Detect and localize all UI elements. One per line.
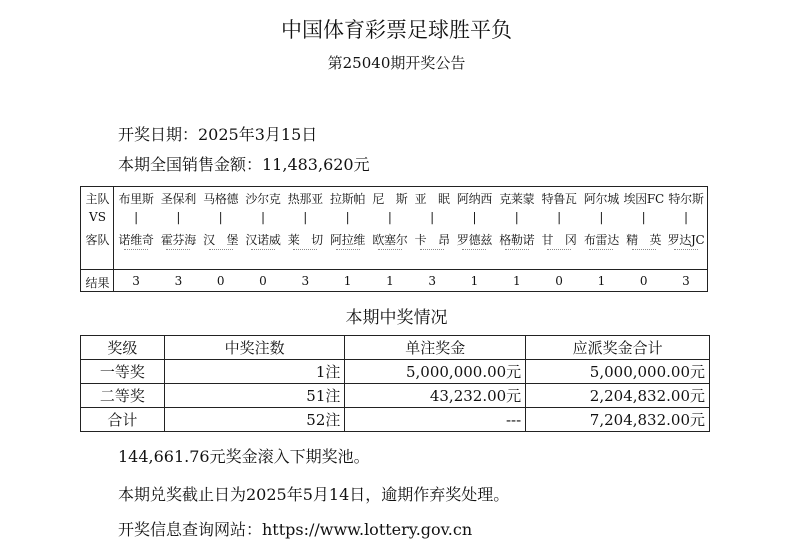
home-team-name: 阿纳西 <box>456 192 493 206</box>
dotted-separator <box>336 249 360 250</box>
table-row <box>81 360 710 384</box>
home-team-name: 埃因FC <box>623 192 664 206</box>
away-team-name: 格勒诺 <box>499 233 535 247</box>
match-column <box>327 187 369 291</box>
match-column <box>115 187 157 291</box>
column-header: 单注奖金 <box>345 336 526 360</box>
match-column <box>284 187 326 291</box>
home-team-name: 马格德 <box>203 192 239 206</box>
total-prize: 7,204,832.00元 <box>526 408 710 432</box>
dotted-separator <box>632 249 656 250</box>
vs-separator: | <box>387 210 392 224</box>
match-result: 3 <box>682 274 690 288</box>
dotted-separator <box>124 249 148 250</box>
rollover-note: 144,661.76元奖金滚入下期奖池。 <box>118 447 370 466</box>
match-column <box>369 187 411 291</box>
dotted-separator <box>589 249 613 250</box>
vs-separator: | <box>514 210 519 224</box>
result-label: 结果 <box>85 276 110 290</box>
match-result: 1 <box>597 274 606 288</box>
away-team-name: 罗达JC <box>667 233 705 247</box>
home-team-name: 亚 眠 <box>414 192 450 206</box>
home-team-name: 尼 斯 <box>372 192 408 206</box>
home-team-name: 拉斯帕 <box>330 192 366 206</box>
dotted-separator <box>462 249 486 250</box>
dotted-separator <box>674 249 698 250</box>
winner-count: 52注 <box>164 408 345 432</box>
column-header: 奖级 <box>81 336 165 360</box>
sales-amount: 本期全国销售金额：11,483,620元 <box>118 155 370 174</box>
table-row <box>81 408 710 432</box>
match-result: 3 <box>301 274 310 288</box>
match-column <box>411 187 453 291</box>
dotted-separator <box>505 249 529 250</box>
match-result: 1 <box>343 274 352 288</box>
vs-separator: | <box>557 210 562 224</box>
home-team-name: 特鲁瓦 <box>541 192 577 206</box>
announcement-title: 中国体育彩票足球胜平负 <box>281 18 512 42</box>
match-column <box>665 187 707 291</box>
vs-separator: | <box>430 210 435 224</box>
dotted-separator <box>293 249 317 250</box>
vs-separator: | <box>599 210 604 224</box>
dotted-separator <box>378 249 402 250</box>
home-team-label: 主队 <box>85 192 110 206</box>
match-label-column <box>81 187 114 291</box>
unit-prize: 43,232.00元 <box>345 384 526 408</box>
unit-prize: 5,000,000.00元 <box>345 360 526 384</box>
match-column <box>453 187 495 291</box>
match-result: 0 <box>259 274 267 288</box>
prize-heading: 本期中奖情况 <box>345 308 448 328</box>
table-row <box>81 384 710 408</box>
unit-prize: --- <box>345 408 526 432</box>
home-team-name: 热那亚 <box>287 192 323 206</box>
away-team-name: 布雷达 <box>583 233 619 247</box>
vs-separator: | <box>303 210 308 224</box>
match-result: 3 <box>174 274 183 288</box>
away-team-name: 汉诺威 <box>245 233 281 247</box>
vs-separator: | <box>683 210 688 224</box>
vs-label: VS <box>89 210 106 224</box>
match-result: 3 <box>428 274 436 288</box>
away-team-name: 欧塞尔 <box>372 233 408 247</box>
home-team-name: 阿尔城 <box>583 192 619 206</box>
home-team-name: 布里斯 <box>118 192 154 206</box>
away-team-label: 客队 <box>85 233 110 247</box>
away-team-name: 罗德兹 <box>456 233 493 247</box>
match-result: 3 <box>132 274 140 288</box>
vs-separator: | <box>345 210 350 224</box>
prize-table <box>80 335 710 432</box>
match-column <box>157 187 199 291</box>
match-result: 0 <box>639 274 648 288</box>
home-team-name: 圣保利 <box>160 192 196 206</box>
dotted-separator <box>251 249 275 250</box>
draw-date: 开奖日期：2025年3月15日 <box>118 125 318 144</box>
match-result: 1 <box>512 274 521 288</box>
match-result: 0 <box>216 274 225 288</box>
dotted-separator <box>166 249 190 250</box>
column-header: 应派奖金合计 <box>526 336 710 360</box>
vs-separator: | <box>641 210 646 224</box>
dotted-separator <box>420 249 444 250</box>
vs-separator: | <box>176 210 181 224</box>
match-column <box>580 187 622 291</box>
website-link[interactable]: 开奖信息查询网站：https://www.lottery.gov.cn <box>118 520 473 539</box>
winner-count: 51注 <box>164 384 345 408</box>
match-column <box>538 187 580 291</box>
home-team-name: 沙尔克 <box>245 192 281 206</box>
dotted-separator <box>209 249 233 250</box>
away-team-name: 霍芬海 <box>160 233 196 247</box>
match-column <box>242 187 284 291</box>
winner-count: 1注 <box>164 360 345 384</box>
home-team-name: 特尔斯 <box>668 192 704 206</box>
match-column <box>623 187 665 291</box>
prize-level: 二等奖 <box>81 384 165 408</box>
prize-level: 合计 <box>81 408 165 432</box>
vs-separator: | <box>218 210 223 224</box>
vs-separator: | <box>134 210 139 224</box>
match-column <box>200 187 242 291</box>
prize-level: 一等奖 <box>81 360 165 384</box>
match-result: 1 <box>386 274 394 288</box>
total-prize: 2,204,832.00元 <box>526 384 710 408</box>
dotted-separator <box>547 249 571 250</box>
vs-separator: | <box>472 210 477 224</box>
deadline-note: 本期兑奖截止日为2025年5月14日，逾期作弃奖处理。 <box>118 485 510 504</box>
prize-table-header <box>81 336 710 360</box>
away-team-name: 甘 冈 <box>541 233 577 247</box>
match-result: 0 <box>555 274 563 288</box>
announcement-subtitle: 第25040期开奖公告 <box>327 54 466 72</box>
away-team-name: 阿拉维 <box>330 233 366 247</box>
away-team-name: 汉 堡 <box>203 233 239 247</box>
vs-separator: | <box>260 210 265 224</box>
away-team-name: 诺维奇 <box>118 233 154 247</box>
match-result: 1 <box>470 274 479 288</box>
away-team-name: 卡 昂 <box>414 233 450 247</box>
match-column <box>496 187 538 291</box>
column-header: 中奖注数 <box>164 336 345 360</box>
away-team-name: 精 英 <box>626 233 662 247</box>
match-table <box>80 186 708 292</box>
away-team-name: 莱 切 <box>287 233 323 247</box>
total-prize: 5,000,000.00元 <box>526 360 710 384</box>
home-team-name: 克莱蒙 <box>499 192 535 206</box>
